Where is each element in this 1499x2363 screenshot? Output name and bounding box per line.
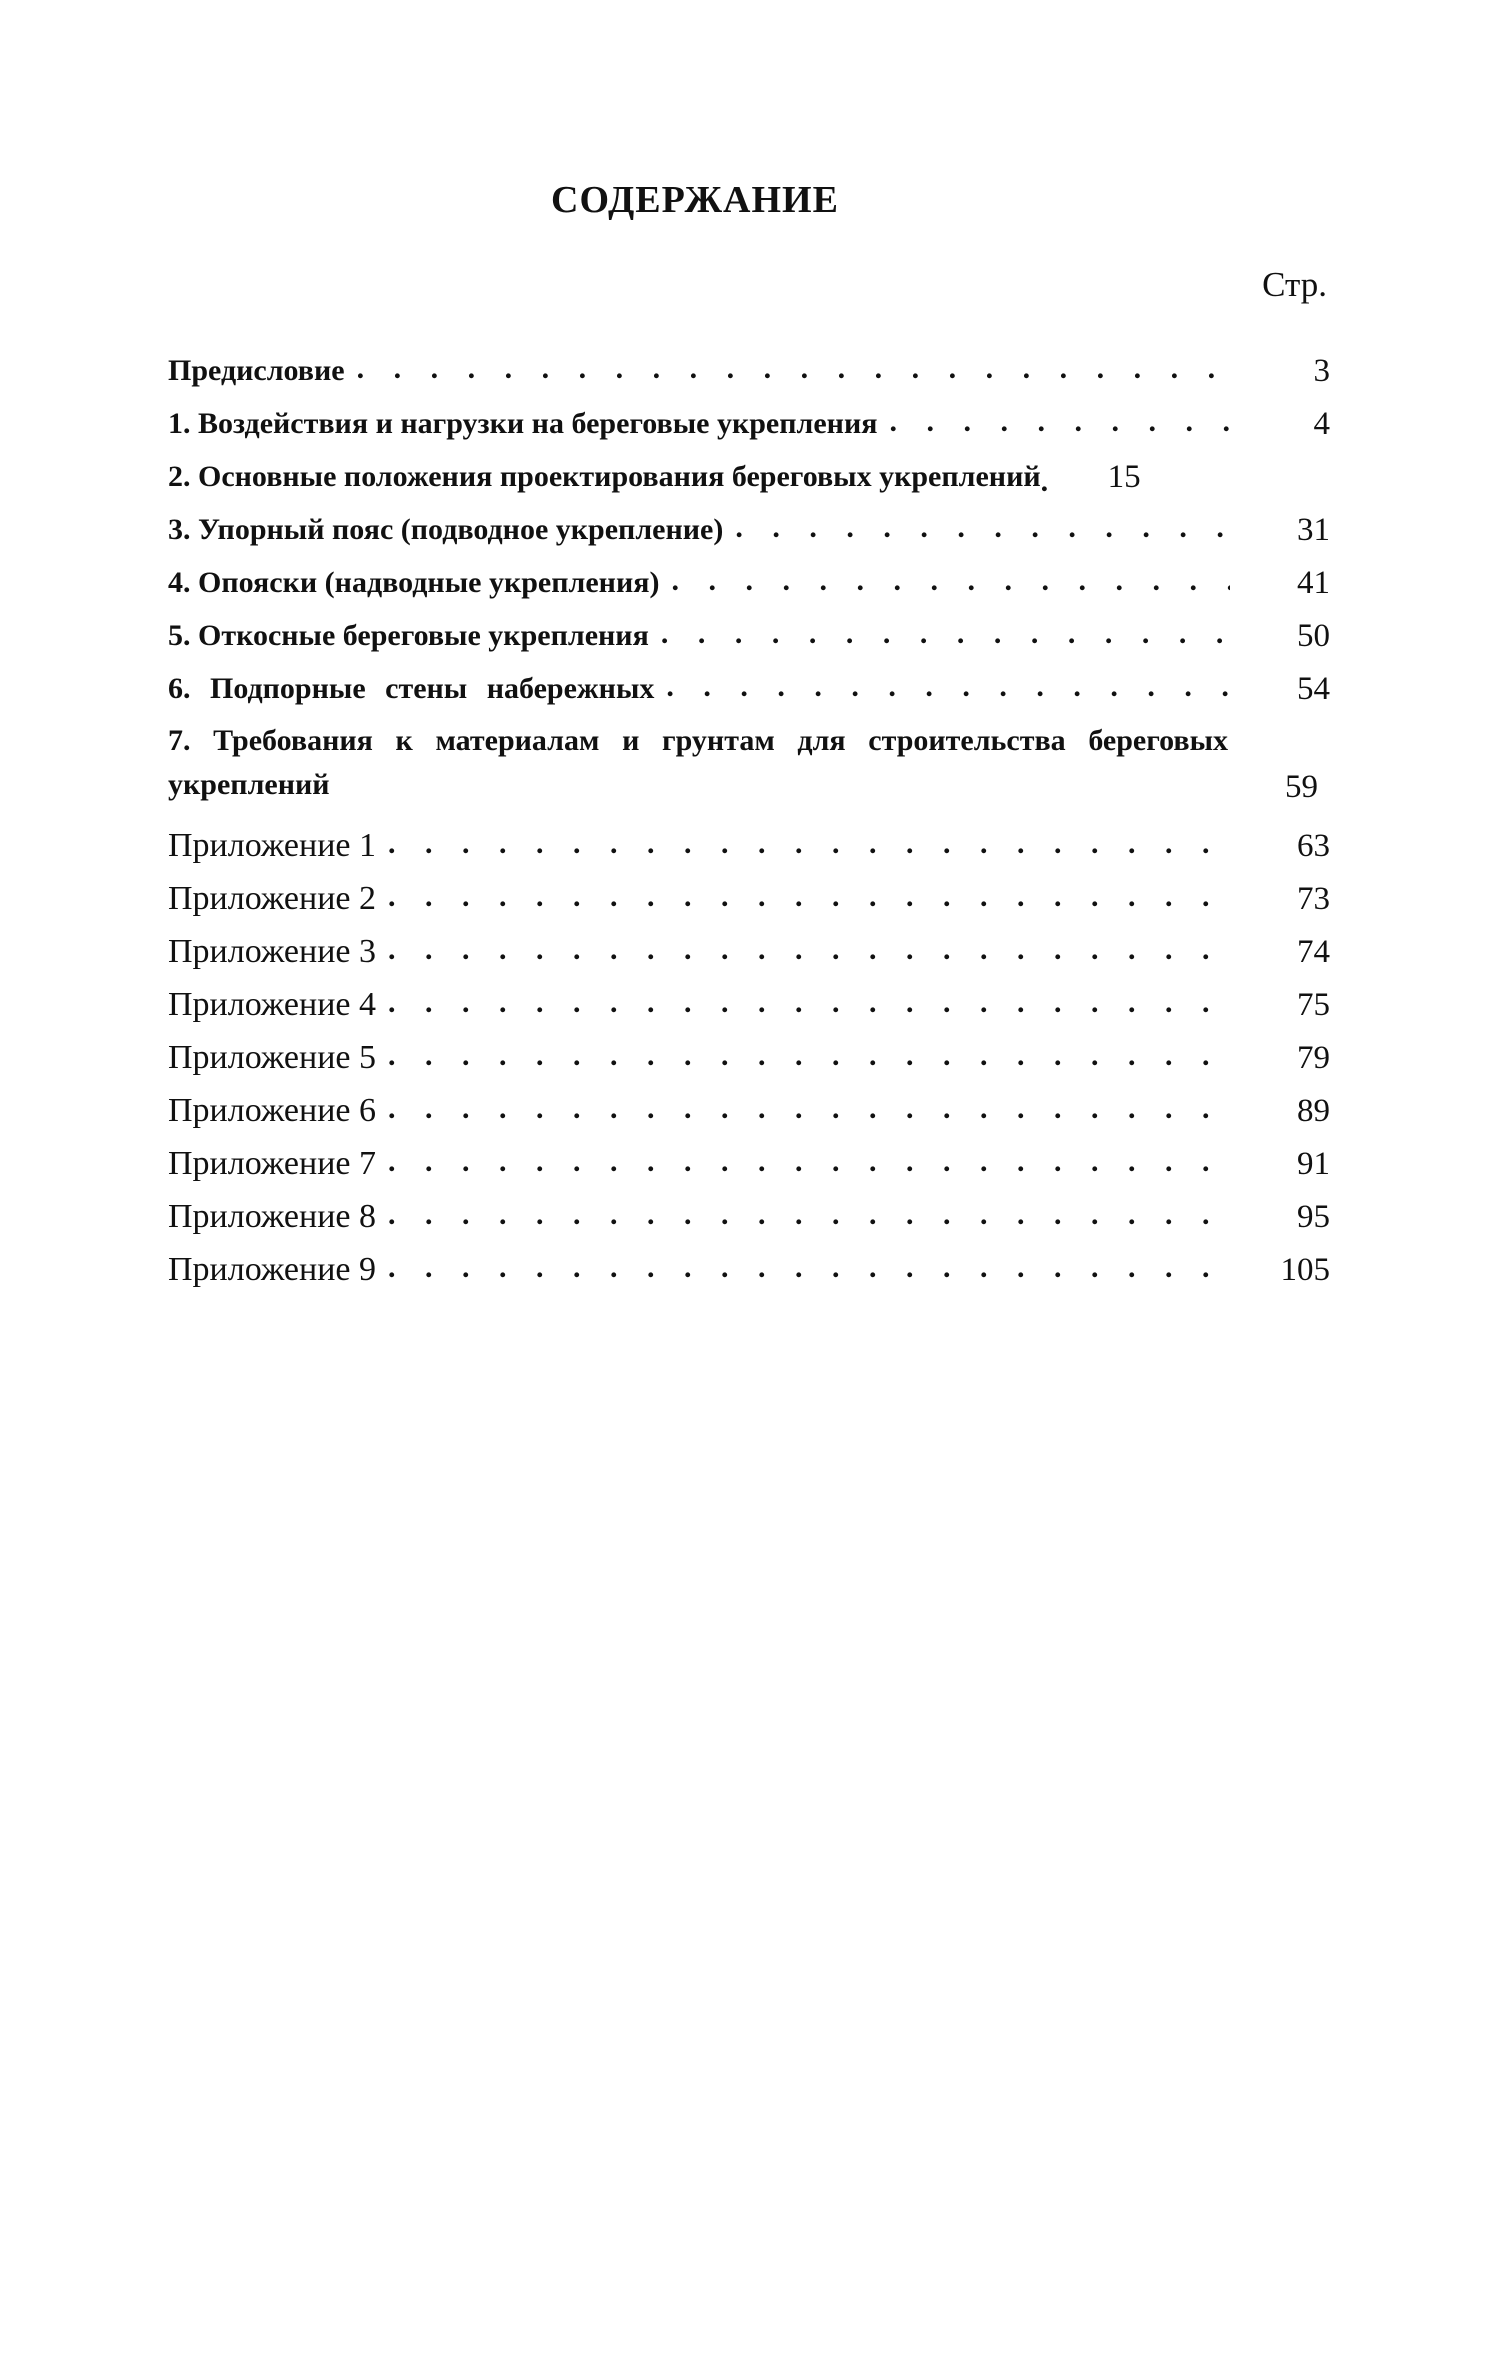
toc-entry-appendix-7 bbox=[168, 1131, 1330, 1184]
toc-entry-title: Приложение 5 bbox=[168, 1039, 376, 1076]
toc-entry-page: 89 bbox=[1297, 1093, 1330, 1129]
toc-entry-page: 54 bbox=[1297, 671, 1330, 707]
toc-entry-title: 7. Требования к материалам и грунтам для строительства береговых укреплений bbox=[168, 724, 1228, 801]
toc-entry-appendix-3 bbox=[168, 919, 1330, 972]
toc-entry-section-3 bbox=[168, 497, 1330, 550]
toc-entry-page: 3 bbox=[1313, 353, 1330, 389]
dot-leader bbox=[388, 1094, 1230, 1124]
toc-entry-title: 2. Основные положения проектирования береговых укреплений bbox=[168, 460, 1041, 493]
toc-entry-appendix-2 bbox=[168, 866, 1330, 919]
toc-entry-section-4 bbox=[168, 550, 1330, 603]
dot-leader bbox=[388, 1147, 1230, 1177]
toc-entry-title: 6. Подпорные стены набережных bbox=[168, 672, 655, 705]
toc-entry-page: 79 bbox=[1297, 1040, 1330, 1076]
dot-leader bbox=[388, 1041, 1230, 1071]
toc-entry-title: Приложение 9 bbox=[168, 1251, 376, 1288]
dot-leader bbox=[388, 1200, 1230, 1230]
toc-entry-page: 91 bbox=[1297, 1146, 1330, 1182]
dot-leader bbox=[388, 935, 1230, 965]
dot-leader bbox=[388, 829, 1230, 859]
dot-leader bbox=[889, 407, 1230, 437]
page-title: СОДЕРЖАНИЕ bbox=[551, 179, 839, 221]
toc-entry-title: 3. Упорный пояс (подводное укрепление) bbox=[168, 513, 724, 546]
toc-entry-title: Приложение 8 bbox=[168, 1198, 376, 1235]
toc-entry-title: Предисловие bbox=[168, 354, 345, 387]
toc-entry-section-5 bbox=[168, 603, 1330, 656]
toc-entry-page: 73 bbox=[1297, 881, 1330, 917]
toc-entry-page: 15 bbox=[1107, 459, 1141, 495]
toc-entry-page: 105 bbox=[1280, 1252, 1330, 1288]
toc-entry-title: Приложение 2 bbox=[168, 880, 376, 917]
toc-entry-page: 63 bbox=[1297, 828, 1330, 864]
dot-leader bbox=[388, 988, 1230, 1018]
dot-leader bbox=[735, 513, 1230, 543]
toc-entry-appendix-6 bbox=[168, 1078, 1330, 1131]
toc-entry-page: 59 bbox=[1285, 769, 1318, 805]
toc-entry-section-6 bbox=[168, 656, 1330, 709]
toc-entry-page: 75 bbox=[1297, 987, 1330, 1023]
dot-leader bbox=[1041, 467, 1051, 497]
toc-entry-title: Приложение 6 bbox=[168, 1092, 376, 1129]
toc-entry-title: 5. Откосные береговые укрепления bbox=[168, 619, 649, 652]
dot-leader bbox=[388, 882, 1230, 912]
toc-entry-title: 1. Воздействия и нагрузки на береговые укрепления bbox=[168, 407, 878, 440]
toc-entry-appendix-9 bbox=[168, 1237, 1330, 1290]
toc-entry-section-7 bbox=[168, 719, 1330, 807]
toc-entry-title: Приложение 1 bbox=[168, 827, 376, 864]
toc-entry-page: 74 bbox=[1297, 934, 1330, 970]
toc-entry-title: Приложение 3 bbox=[168, 933, 376, 970]
toc-entry-page: 4 bbox=[1313, 406, 1330, 442]
toc-entry-appendix-1 bbox=[168, 813, 1330, 866]
toc-entry-page: 41 bbox=[1297, 565, 1330, 601]
toc-entry-page: 50 bbox=[1297, 618, 1330, 654]
toc-entry-appendix-5 bbox=[168, 1025, 1330, 1078]
table-of-contents bbox=[168, 338, 1330, 1290]
dot-leader bbox=[671, 566, 1230, 596]
dot-leader bbox=[388, 1253, 1230, 1283]
toc-entry-appendix-8 bbox=[168, 1184, 1330, 1237]
toc-entry-title: Приложение 7 bbox=[168, 1145, 376, 1182]
dot-leader bbox=[357, 354, 1230, 384]
dot-leader bbox=[661, 619, 1230, 649]
toc-entry-title: 4. Опояски (надводные укрепления) bbox=[168, 566, 660, 599]
dot-leader bbox=[666, 672, 1230, 702]
toc-entry-page: 31 bbox=[1297, 512, 1330, 548]
toc-entry-section-2 bbox=[168, 444, 1330, 497]
toc-entry-appendix-4 bbox=[168, 972, 1330, 1025]
toc-entry-section-1 bbox=[168, 391, 1330, 444]
toc-entry-page: 95 bbox=[1297, 1199, 1330, 1235]
toc-entry-title: Приложение 4 bbox=[168, 986, 376, 1023]
toc-entry-preface bbox=[168, 338, 1330, 391]
page-column-label: Стр. bbox=[1262, 265, 1327, 304]
